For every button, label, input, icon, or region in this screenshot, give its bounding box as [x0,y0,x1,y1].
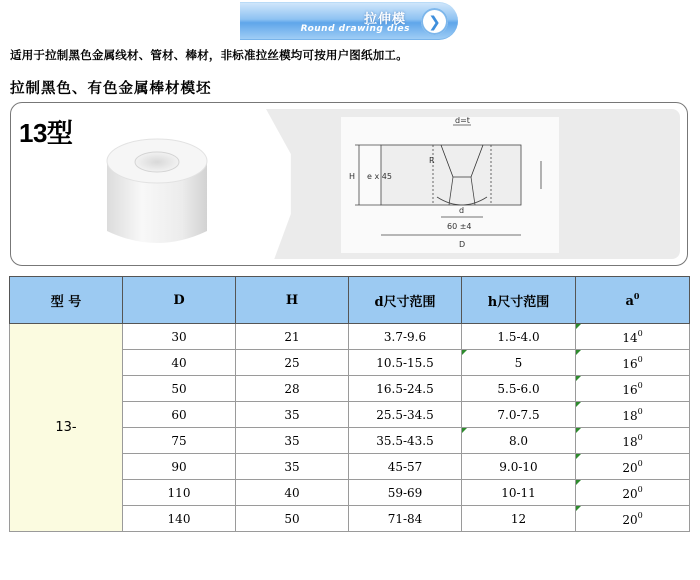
cell-d-range: 16.5-24.5 [349,376,462,402]
cell-H: 40 [236,480,349,506]
cell-angle: $14^0$ [576,324,690,350]
cell-d-range: 25.5-34.5 [349,402,462,428]
cell-h-range: 1.5-4.0 [462,324,576,350]
cell-H: 28 [236,376,349,402]
header-h-range: h尺寸范围 [462,277,576,324]
drawing-outer-dia: D [459,240,466,249]
cell-D: 75 [123,428,236,454]
cell-angle: $16^0$ [576,376,690,402]
model-label: 13型 [19,118,73,148]
cell-d-range: 3.7-9.6 [349,324,462,350]
cell-H: 21 [236,324,349,350]
header-h: H [236,277,349,324]
chevron-right-circle-icon[interactable]: ❯ [421,8,448,35]
cell-D: 60 [123,402,236,428]
cell-h-range: 5.5-6.0 [462,376,576,402]
cell-D: 90 [123,454,236,480]
cell-d-range: 10.5-15.5 [349,350,462,376]
cell-D: 30 [123,324,236,350]
drawing-top-dim: d=t [455,117,470,125]
cell-h-range: 5 [462,350,576,376]
section-banner [240,2,458,40]
header-d-range: d尺寸范围 [349,277,462,324]
cell-D: 50 [123,376,236,402]
cell-angle: $18^0$ [576,428,690,454]
cell-D: 140 [123,506,236,532]
banner-subtitle: Round drawing dies [300,24,410,34]
type-cell: 13- [10,324,123,532]
header-angle: $a^0$ [576,277,690,324]
die-photo [101,131,213,249]
header-d-outer: D [123,277,236,324]
cell-H: 25 [236,350,349,376]
drawing-height: H [349,172,356,181]
intro-text: 适用于拉制黑色金属线材、管材、棒材，非标准拉丝模均可按用户图纸加工。 [10,48,408,62]
cell-d-range: 45-57 [349,454,462,480]
cell-h-range: 7.0-7.5 [462,402,576,428]
cell-H: 50 [236,506,349,532]
cell-h-range: 10-11 [462,480,576,506]
cell-d-range: 35.5-43.5 [349,428,462,454]
cell-H: 35 [236,402,349,428]
section-title: 拉制黑色、有色金属棒材模坯 [10,81,212,97]
cell-d-range: 71-84 [349,506,462,532]
drawing-chamfer: e x 45 [367,172,392,181]
cell-H: 35 [236,428,349,454]
cell-angle: $20^0$ [576,480,690,506]
cell-angle: $20^0$ [576,454,690,480]
drawing-radius: R [429,156,435,165]
table-row [10,324,690,350]
cell-d-range: 59-69 [349,480,462,506]
cell-h-range: 8.0 [462,428,576,454]
cell-D: 110 [123,480,236,506]
cell-H: 35 [236,454,349,480]
cell-h-range: 9.0-10 [462,454,576,480]
cell-angle: $18^0$ [576,402,690,428]
cell-D: 40 [123,350,236,376]
header-type: 型 号 [10,277,123,324]
die-technical-drawing [341,117,559,253]
product-panel [10,102,688,266]
cell-angle: $16^0$ [576,350,690,376]
banner-title: 拉伸模 [363,12,406,27]
cell-h-range: 12 [462,506,576,532]
table-header-row [10,277,690,324]
cell-angle: $20^0$ [576,506,690,532]
drawing-angle: 60 ±4 [447,222,472,231]
drawing-inner-dia: d [459,206,465,215]
spec-table [9,276,690,532]
